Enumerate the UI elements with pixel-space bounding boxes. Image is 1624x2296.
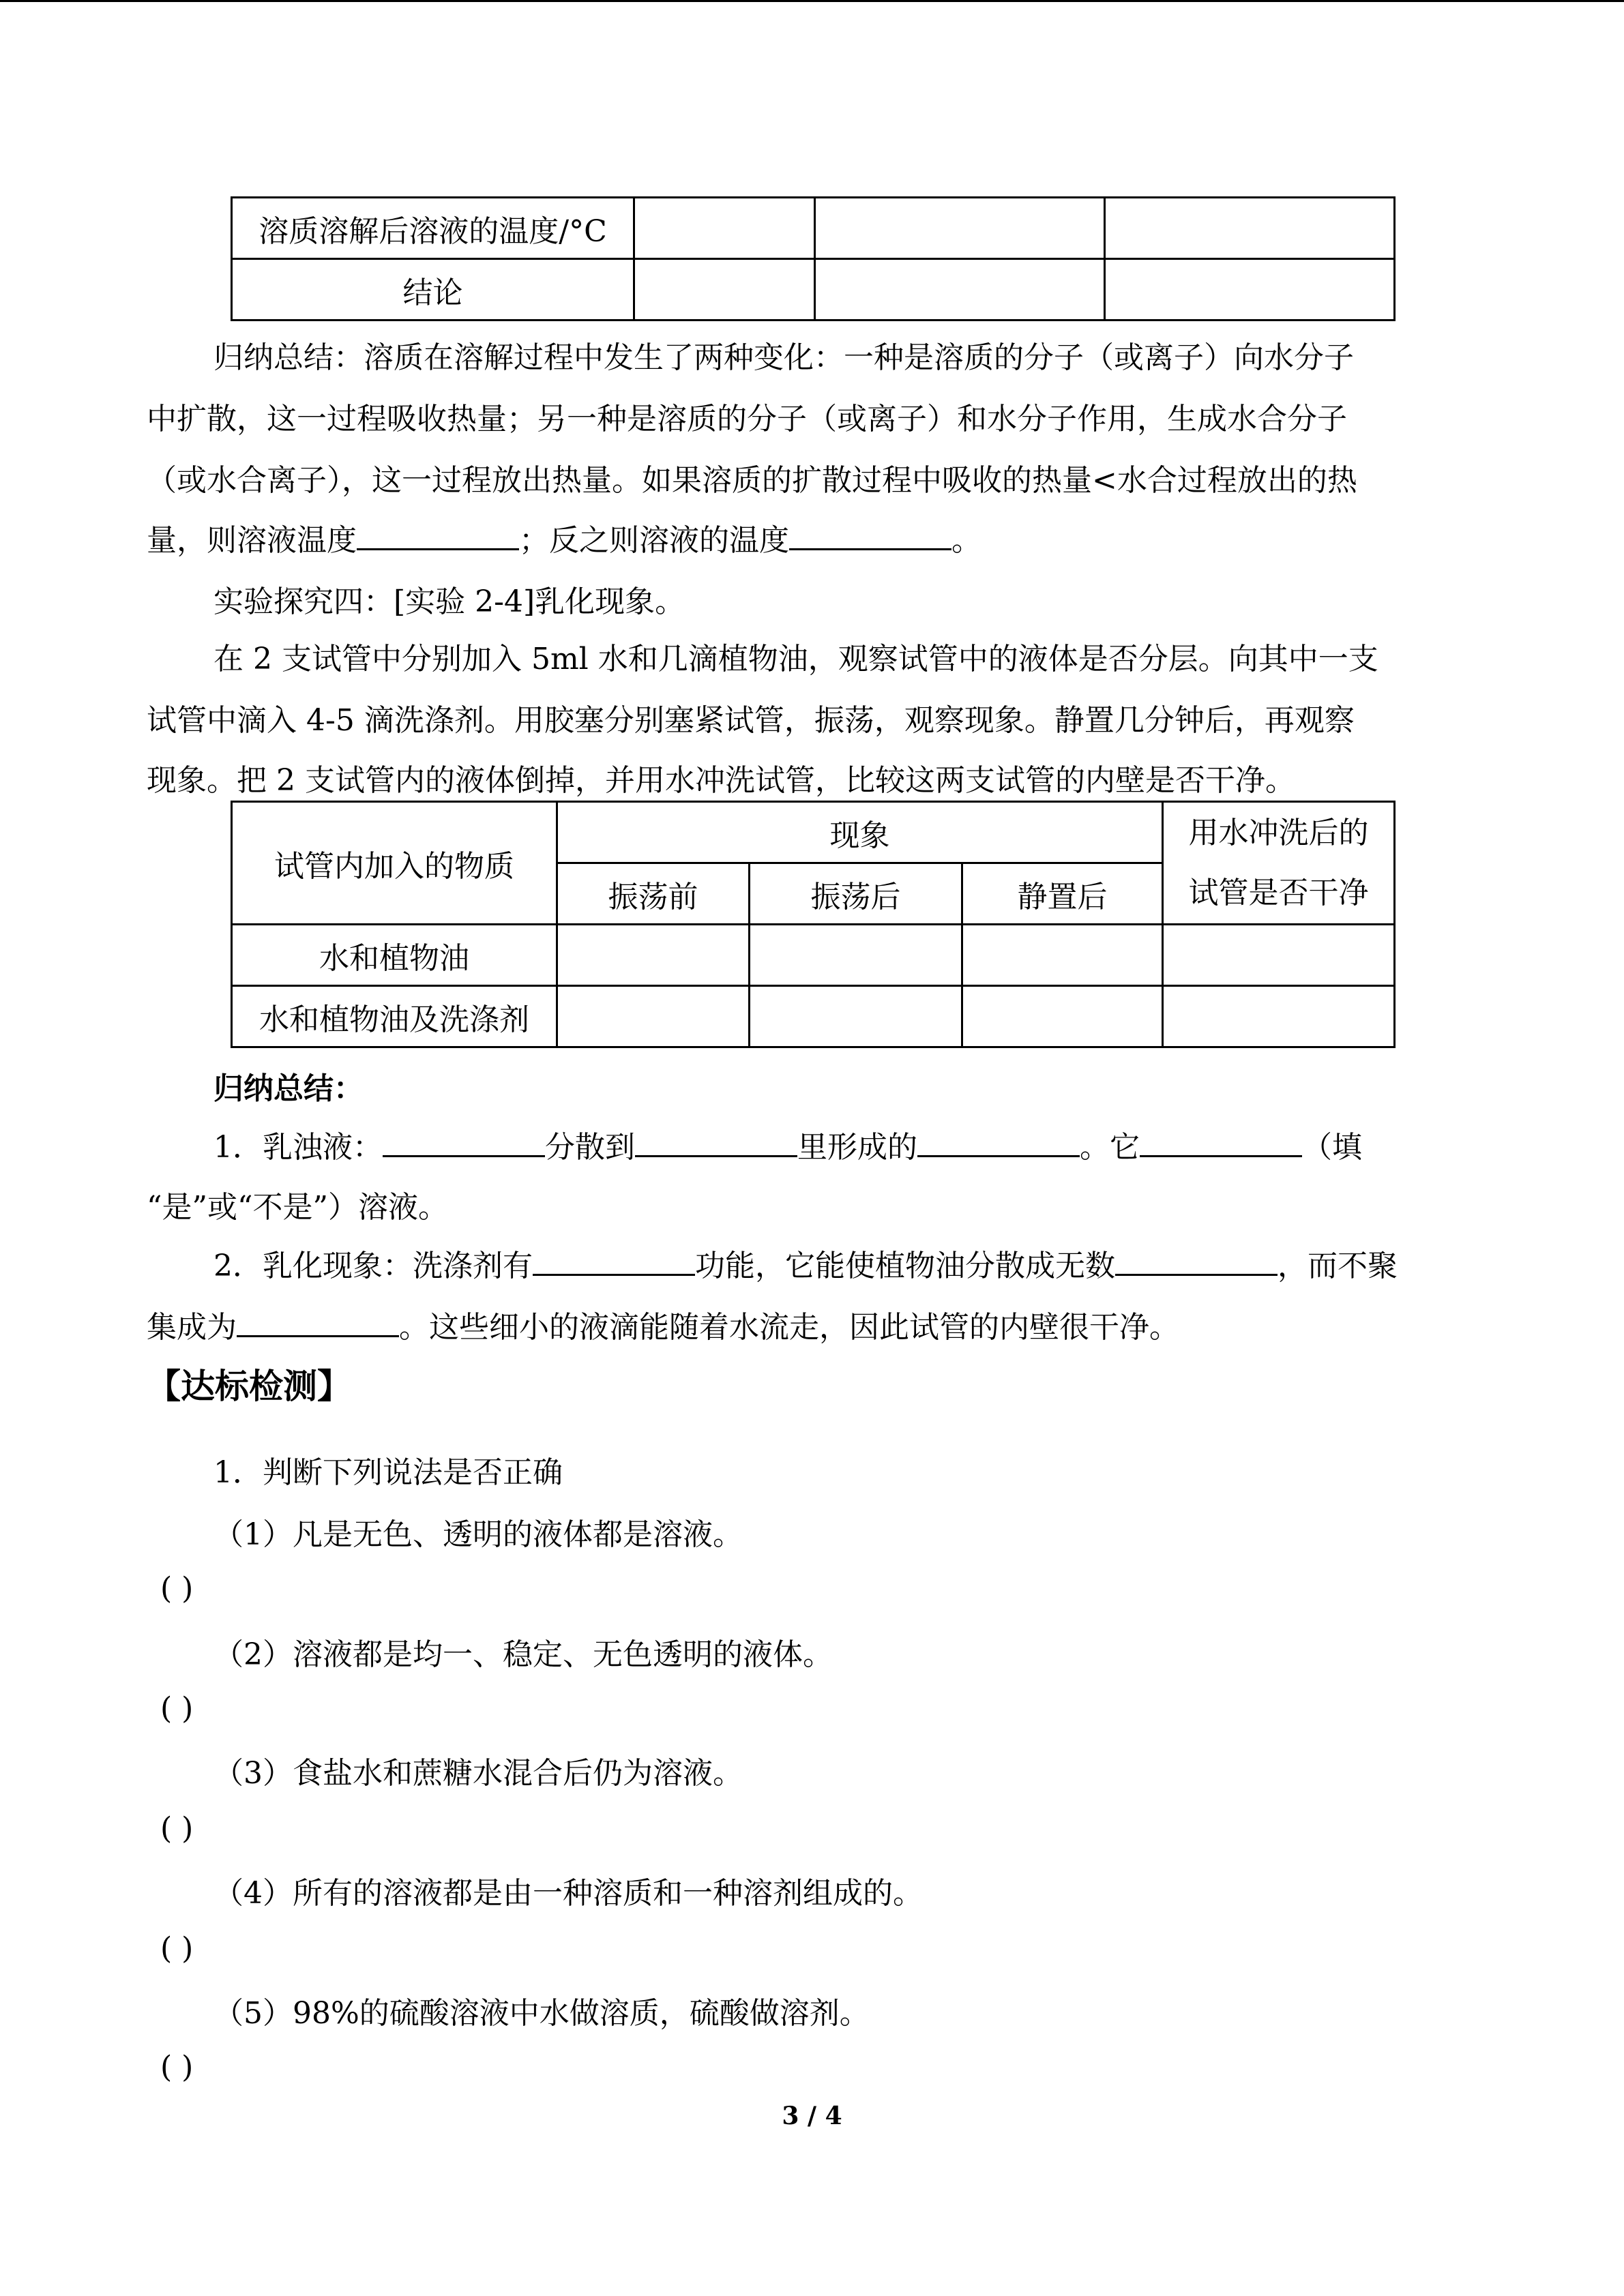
header-phenomenon: 现象 xyxy=(557,802,1163,863)
emulsification-table xyxy=(231,801,1396,1048)
subheader-before-shake: 振荡前 xyxy=(557,863,750,925)
fill-blank[interactable] xyxy=(789,521,951,550)
summary-item-2-cont xyxy=(147,1297,1477,1358)
text-segment: 里形成的 xyxy=(797,1130,917,1165)
table-cell xyxy=(557,986,750,1047)
table-cell xyxy=(815,198,1105,259)
table-cell xyxy=(750,925,962,986)
table-row xyxy=(232,986,1395,1047)
page-number: 3 / 4 xyxy=(782,2102,842,2130)
subheader-after-shake: 振荡后 xyxy=(750,863,962,925)
text-segment: 功能，它能使植物油分散成无数 xyxy=(695,1249,1115,1283)
table-cell-label: 溶质溶解后溶液的温度/°C xyxy=(232,198,634,259)
text-segment: 量，则溶液温度 xyxy=(147,523,357,558)
text-segment: 2．乳化现象：洗涤剂有 xyxy=(213,1249,533,1283)
table-cell xyxy=(1163,986,1395,1047)
check-item: （5）98%的硫酸溶液中水做溶质，硫酸做溶剂。 xyxy=(213,1996,870,2031)
table-cell-label: 水和植物油及洗涤剂 xyxy=(232,986,557,1047)
header-substance: 试管内加入的物质 xyxy=(232,802,557,925)
fill-blank[interactable] xyxy=(1115,1247,1278,1276)
table-cell xyxy=(962,925,1163,986)
check-item: （2）溶液都是均一、稳定、无色透明的液体。 xyxy=(213,1637,833,1672)
header-clean-line: 用水冲洗后的 xyxy=(1188,815,1369,850)
check-item: （3）食盐水和蔗糖水混合后仍为溶液。 xyxy=(213,1756,743,1791)
summary-item-1-cont: “是”或“不是”）溶液。 xyxy=(147,1190,448,1225)
answer-brackets[interactable]: ( ) xyxy=(160,1811,194,1846)
fill-blank[interactable] xyxy=(917,1128,1080,1157)
table-cell xyxy=(1163,925,1395,986)
check-item: （4）所有的溶液都是由一种溶质和一种溶剂组成的。 xyxy=(213,1876,923,1911)
experiment-line: 现象。把 2 支试管内的液体倒掉，并用水冲洗试管，比较这两支试管的内壁是否干净。 xyxy=(147,763,1295,798)
fill-blank[interactable] xyxy=(357,521,519,550)
page-top-border xyxy=(0,0,1624,2)
fill-blank[interactable] xyxy=(237,1308,399,1337)
table-row xyxy=(232,259,1395,320)
fill-blank[interactable] xyxy=(635,1128,797,1157)
answer-brackets[interactable]: ( ) xyxy=(160,2050,194,2085)
table-cell xyxy=(750,986,962,1047)
table-header-row xyxy=(232,802,1395,863)
table-cell xyxy=(557,925,750,986)
table-cell-label: 结论 xyxy=(232,259,634,320)
text-segment: 集成为 xyxy=(147,1310,237,1345)
experiment-line: 在 2 支试管中分别加入 5ml 水和几滴植物油，观察试管中的液体是否分层。向其中一支 xyxy=(213,642,1378,676)
table-cell xyxy=(634,198,815,259)
header-clean xyxy=(1163,802,1395,925)
text-segment: 。它 xyxy=(1080,1130,1140,1165)
check-item: （1）凡是无色、透明的液体都是溶液。 xyxy=(213,1517,743,1552)
solution-temperature-table xyxy=(231,196,1396,321)
fill-blank[interactable] xyxy=(1140,1128,1302,1157)
text-segment: （填 xyxy=(1302,1130,1362,1165)
text-segment: 分散到 xyxy=(545,1130,635,1165)
summary-item-1 xyxy=(147,1117,1477,1178)
answer-brackets[interactable]: ( ) xyxy=(160,1571,194,1606)
experiment-line: 试管中滴入 4-5 滴洗涤剂。用胶塞分别塞紧试管，振荡，观察现象。静置几分钟后，再观察 xyxy=(147,703,1355,738)
summary-item-2 xyxy=(147,1236,1477,1297)
summary-title: 归纳总结： xyxy=(213,1071,364,1106)
table-cell xyxy=(815,259,1105,320)
summary-line: 中扩散，这一过程吸收热量；另一种是溶质的分子（或离子）和水分子作用，生成水合分子 xyxy=(147,402,1347,436)
text-segment: ；反之则溶液的温度 xyxy=(519,523,789,558)
table-row xyxy=(232,925,1395,986)
summary-line: （或水合离子），这一过程放出热量。如果溶质的扩散过程中吸收的热量<水合过程放出的热 xyxy=(147,463,1357,498)
text-segment: 。 xyxy=(951,523,981,558)
table-cell xyxy=(1105,259,1395,320)
experiment-title: 实验探究四：[实验 2-4]乳化现象。 xyxy=(213,584,685,619)
answer-brackets[interactable]: ( ) xyxy=(160,1931,194,1966)
subheader-after-rest: 静置后 xyxy=(962,863,1163,925)
summary-line: 归纳总结：溶质在溶解过程中发生了两种变化：一种是溶质的分子（或离子）向水分子 xyxy=(213,340,1354,375)
table-cell-label: 水和植物油 xyxy=(232,925,557,986)
text-segment: 。这些细小的液滴能随着水流走，因此试管的内壁很干净。 xyxy=(399,1310,1179,1345)
table-cell xyxy=(962,986,1163,1047)
check-question: 1．判断下列说法是否正确 xyxy=(213,1455,563,1490)
text-segment: 1．乳浊液： xyxy=(213,1130,383,1165)
fill-blank[interactable] xyxy=(533,1247,695,1276)
fill-blank[interactable] xyxy=(383,1128,545,1157)
section-heading: 【达标检测】 xyxy=(147,1367,351,1406)
table-cell xyxy=(1105,198,1395,259)
summary-line-with-blanks xyxy=(147,510,1477,571)
header-clean-line: 试管是否干净 xyxy=(1188,875,1369,910)
table-cell xyxy=(634,259,815,320)
text-segment: ，而不聚 xyxy=(1278,1249,1398,1283)
answer-brackets[interactable]: ( ) xyxy=(160,1691,194,1726)
table-row xyxy=(232,198,1395,259)
